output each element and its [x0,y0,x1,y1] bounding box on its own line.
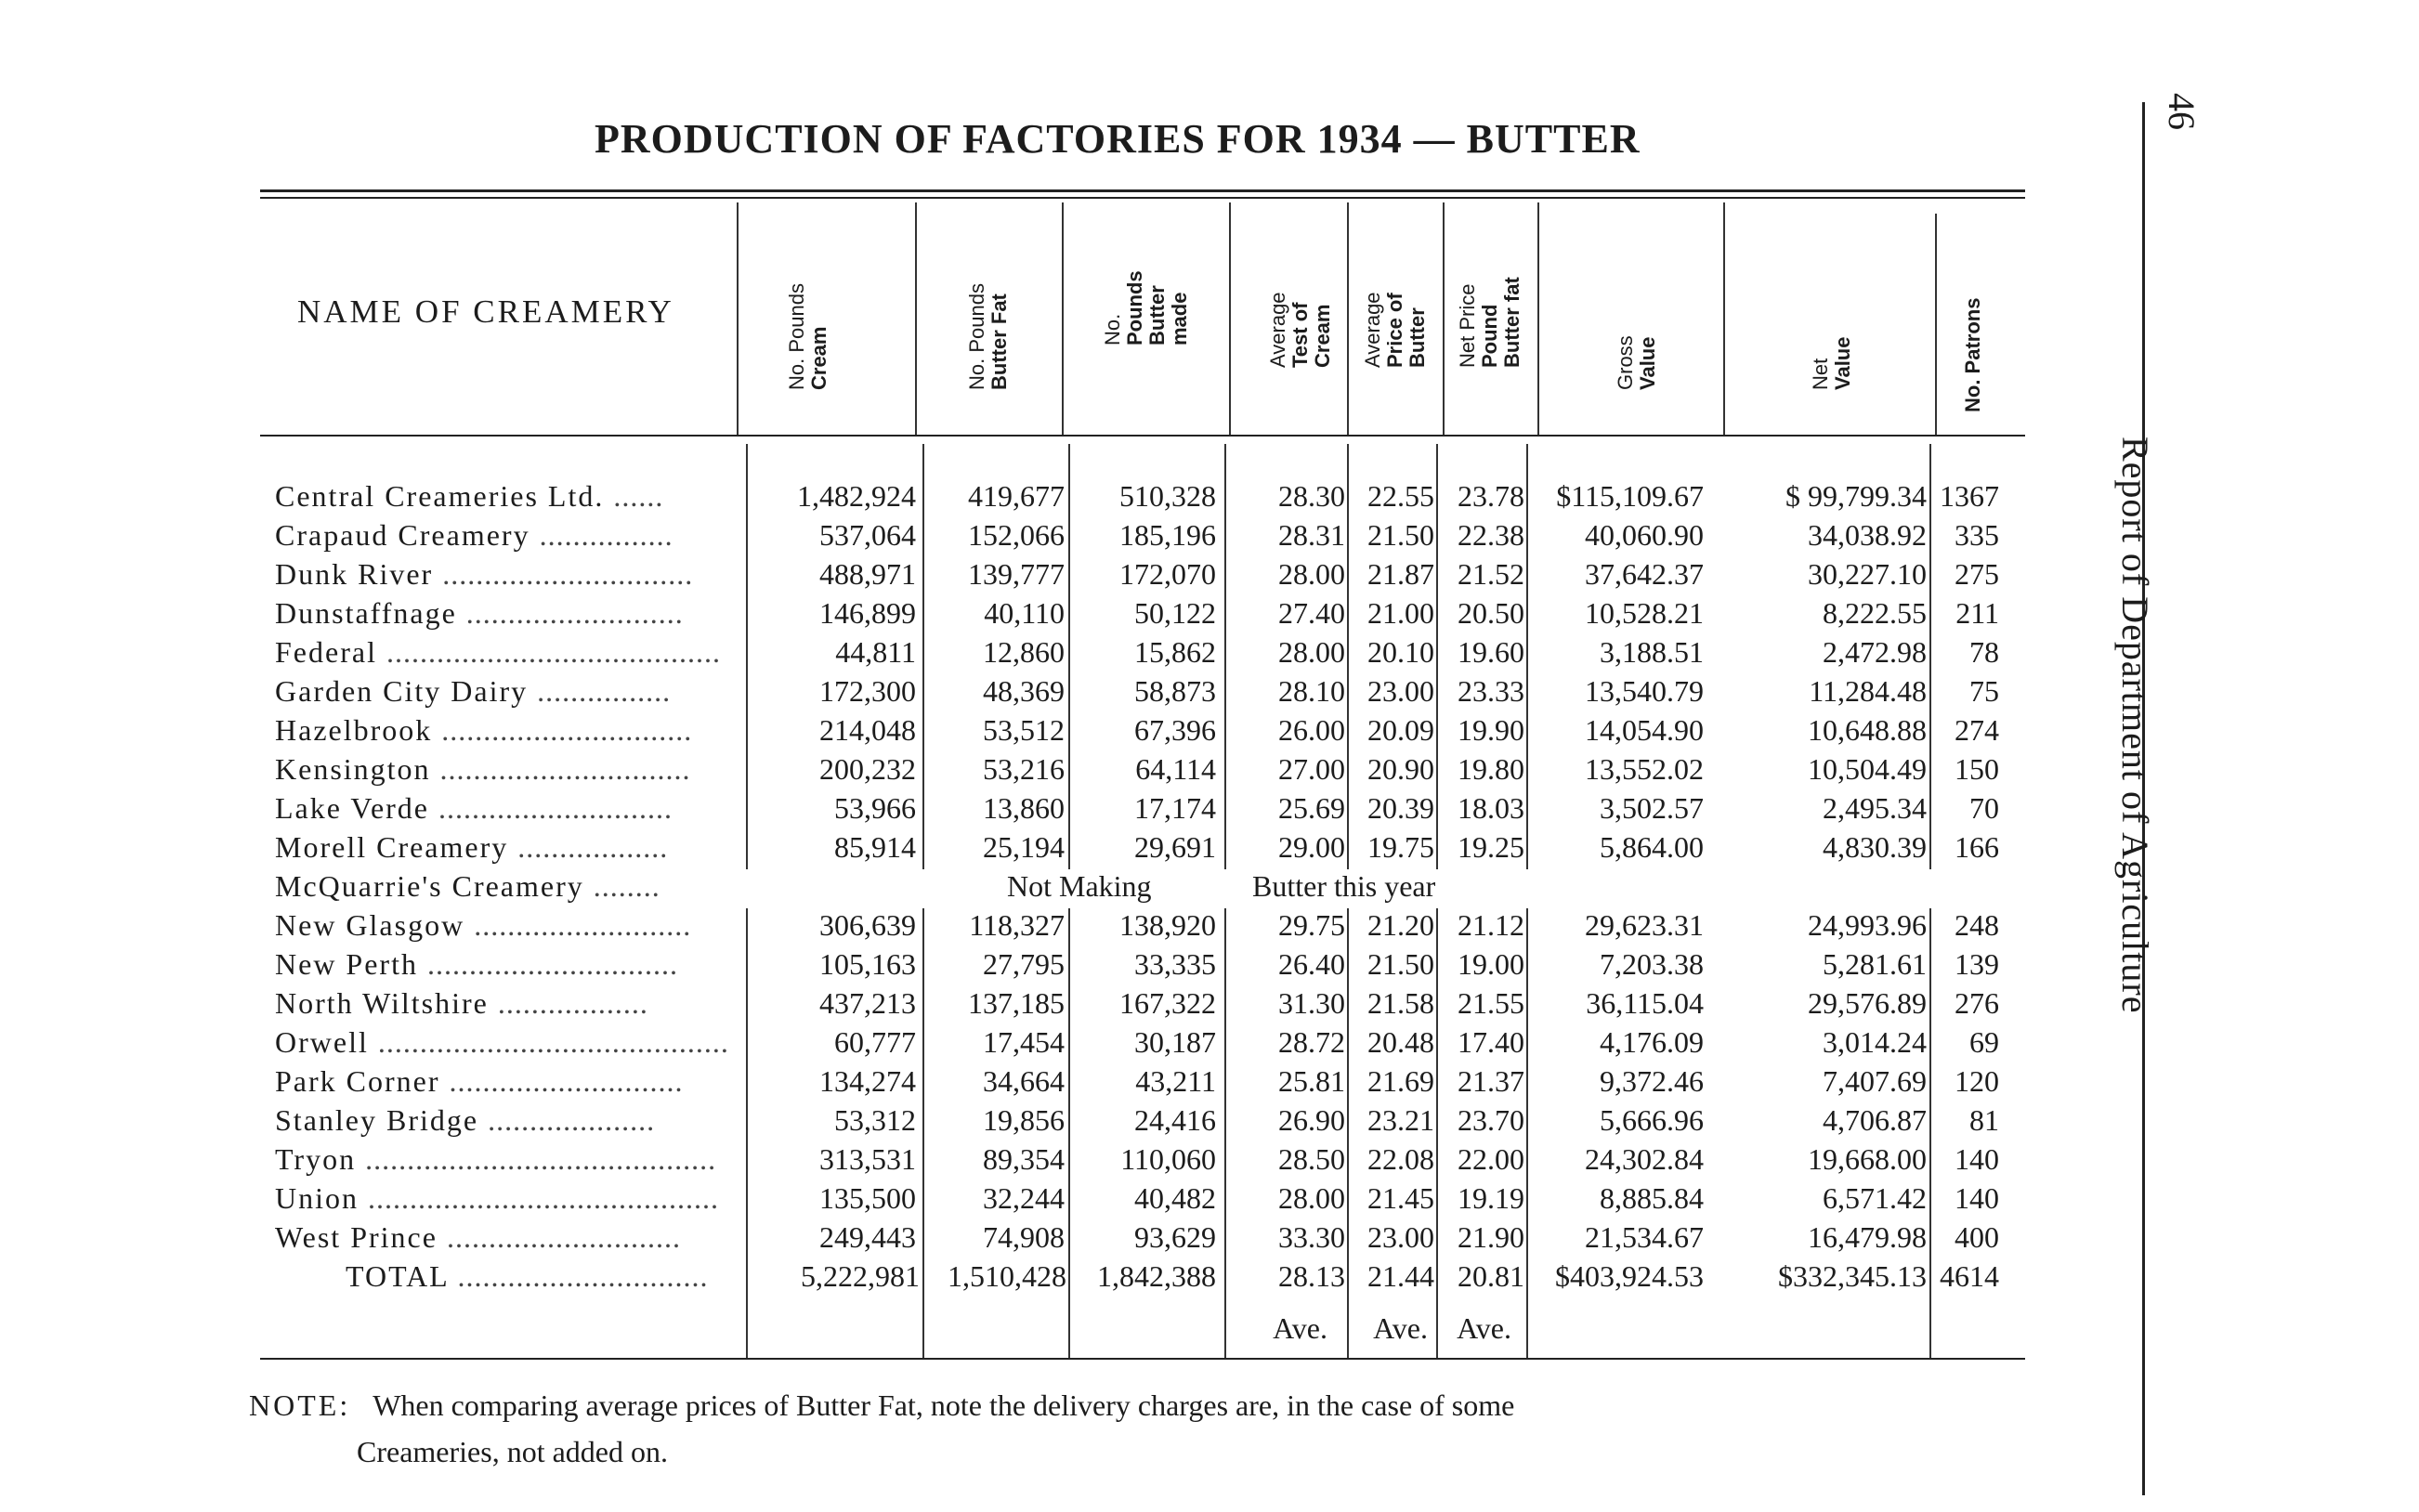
cell-gross-value: 29,623.31 [1585,908,1704,942]
creamery-name: Hazelbrook .............................. [275,713,693,747]
creamery-name: Federal ........................................ [275,635,721,669]
cell-patrons: 139 [1955,947,1999,981]
creamery-name: McQuarrie's Creamery ........ [275,869,660,903]
total-gross-value: $403,924.53 [1555,1259,1704,1293]
cell-net-value: 16,479.98 [1808,1220,1927,1254]
table-row [0,479,2419,518]
cell-average-test: 28.72 [1278,1025,1345,1059]
table-row [0,830,2419,869]
cell-net-price: 22.00 [1458,1142,1524,1176]
header-divider [1723,202,1725,435]
cell-butter-made: 58,873 [1134,674,1216,708]
cell-gross-value: 40,060.90 [1585,518,1704,552]
cell-average-test: 25.69 [1278,791,1345,825]
cell-average-price: 21.50 [1367,518,1434,552]
table-row [0,1220,2419,1259]
cell-average-price: 23.00 [1367,674,1434,708]
cell-patrons: 275 [1955,557,1999,591]
cell-average-test: 27.00 [1278,752,1345,786]
cell-butter-fat: 118,327 [969,908,1065,942]
cell-cream: 172,300 [819,674,916,708]
cell-net-price: 21.12 [1458,908,1524,942]
cell-average-test: 29.75 [1278,908,1345,942]
cell-average-test: 28.00 [1278,635,1345,669]
cell-butter-fat: 25,194 [983,830,1065,864]
cell-net-price: 19.90 [1458,713,1524,747]
cell-cream: 249,443 [819,1220,916,1254]
table-row [0,635,2419,674]
creamery-name: Orwell .......................................... [275,1025,729,1059]
header-divider [1537,202,1539,435]
cell-net-value: 3,014.24 [1823,1025,1927,1059]
cell-average-test: 26.40 [1278,947,1345,981]
butter-this-year-text: Butter this year [1249,869,1439,904]
cell-butter-made: 24,416 [1134,1103,1216,1137]
table-row [0,986,2419,1025]
cell-butter-fat: 40,110 [984,596,1065,630]
cell-butter-made: 172,070 [1119,557,1216,591]
cell-patrons: 70 [1969,791,1999,825]
cell-net-price: 21.37 [1458,1064,1524,1098]
cell-cream: 135,500 [819,1181,916,1215]
cell-gross-value: 36,115.04 [1586,986,1704,1020]
cell-butter-fat: 53,512 [983,713,1065,747]
table-row [0,518,2419,557]
cell-cream: 200,232 [819,752,916,786]
cell-cream: 437,213 [819,986,916,1020]
cell-butter-made: 185,196 [1119,518,1216,552]
cell-average-price: 20.48 [1367,1025,1434,1059]
header-divider [1443,202,1445,435]
cell-average-price: 21.58 [1367,986,1434,1020]
cell-gross-value: 14,054.90 [1585,713,1704,747]
cell-net-price: 23.33 [1458,674,1524,708]
cell-net-value: 4,706.87 [1823,1103,1927,1137]
ave-label: Ave. [1457,1311,1511,1345]
cell-patrons: 211 [1955,596,1999,630]
cell-butter-fat: 74,908 [983,1220,1065,1254]
cell-average-price: 21.20 [1367,908,1434,942]
creamery-name: Union .......................................... [275,1181,719,1215]
cell-net-price: 21.90 [1458,1220,1524,1254]
cell-net-price: 21.55 [1458,986,1524,1020]
cell-cream: 60,777 [834,1025,916,1059]
cell-butter-made: 138,920 [1119,908,1216,942]
bottom-rule [260,1358,2025,1360]
cell-average-price: 21.69 [1367,1064,1434,1098]
cell-patrons: 81 [1969,1103,1999,1137]
cell-net-price: 19.25 [1458,830,1524,864]
cell-butter-fat: 12,860 [983,635,1065,669]
creamery-name: Crapaud Creamery ................ [275,518,673,552]
cell-butter-made: 43,211 [1135,1064,1216,1098]
cell-net-value: 2,472.98 [1823,635,1927,669]
page-number: 46 [2161,93,2203,130]
footnote-line-2: Creameries, not added on. [357,1435,668,1468]
cell-butter-made: 33,335 [1134,947,1216,981]
cell-average-price: 21.50 [1367,947,1434,981]
header-divider [737,202,739,435]
cell-average-test: 33.30 [1278,1220,1345,1254]
creamery-name: New Glasgow .......................... [275,908,692,942]
cell-butter-fat: 32,244 [983,1181,1065,1215]
cell-net-price: 19.60 [1458,635,1524,669]
creamery-name: Dunk River .............................. [275,557,694,591]
cell-butter-fat: 137,185 [968,986,1065,1020]
cell-net-value: 10,648.88 [1808,713,1927,747]
cell-patrons: 140 [1955,1142,1999,1176]
table-row [0,1103,2419,1142]
cell-average-price: 22.08 [1367,1142,1434,1176]
cell-gross-value: 9,372.46 [1600,1064,1704,1098]
page-title: PRODUCTION OF FACTORIES FOR 1934 — BUTTER [595,116,1641,162]
cell-gross-value: 8,885.84 [1600,1181,1704,1215]
total-average-test: 28.13 [1278,1259,1345,1293]
cell-cream: 53,966 [834,791,916,825]
creamery-name: Garden City Dairy ................ [275,674,672,708]
cell-average-price: 19.75 [1367,830,1434,864]
cell-cream: 105,163 [819,947,916,981]
cell-cream: 85,914 [834,830,916,864]
table-row [0,1025,2419,1064]
cell-gross-value: 37,642.37 [1585,557,1704,591]
cell-butter-made: 15,862 [1134,635,1216,669]
cell-net-price: 18.03 [1458,791,1524,825]
cell-butter-fat: 53,216 [983,752,1065,786]
cell-butter-made: 67,396 [1134,713,1216,747]
cell-average-test: 26.00 [1278,713,1345,747]
footnote-label: NOTE: [249,1388,351,1422]
header-divider [915,202,917,435]
cell-butter-made: 167,322 [1119,986,1216,1020]
creamery-name: North Wiltshire .................. [275,986,648,1020]
cell-average-price: 20.09 [1367,713,1434,747]
table-row [0,1142,2419,1181]
cell-average-test: 28.50 [1278,1142,1345,1176]
cell-average-test: 25.81 [1278,1064,1345,1098]
table-row [0,1064,2419,1103]
cell-butter-made: 50,122 [1134,596,1216,630]
cell-patrons: 120 [1955,1064,1999,1098]
cell-patrons: 78 [1969,635,1999,669]
ave-label: Ave. [1273,1311,1327,1345]
cell-net-price: 23.78 [1458,479,1524,513]
cell-cream: 306,639 [819,908,916,942]
total-butter-made: 1,842,388 [1097,1259,1216,1293]
cell-gross-value: 7,203.38 [1600,947,1704,981]
creamery-name: Lake Verde ............................ [275,791,673,825]
table-row-average-labels [0,1311,2419,1350]
cell-net-value: 29,576.89 [1808,986,1927,1020]
cell-net-value: 34,038.92 [1808,518,1927,552]
cell-gross-value: 5,666.96 [1600,1103,1704,1137]
cell-net-value: 8,222.55 [1823,596,1927,630]
cell-gross-value: 5,864.00 [1600,830,1704,864]
header-divider [1347,202,1349,435]
cell-cream: 44,811 [835,635,916,669]
table-row [0,791,2419,830]
cell-net-value: 19,668.00 [1808,1142,1927,1176]
cell-butter-made: 510,328 [1119,479,1216,513]
cell-patrons: 1367 [1940,479,1999,513]
cell-average-test: 29.00 [1278,830,1345,864]
table-row [0,713,2419,752]
total-butter-fat: 1,510,428 [948,1259,1066,1293]
cell-net-value: 6,571.42 [1823,1181,1927,1215]
cell-net-value: 24,993.96 [1808,908,1927,942]
cell-average-price: 22.55 [1367,479,1434,513]
header-divider [1229,202,1231,435]
cell-net-price: 19.00 [1458,947,1524,981]
cell-average-test: 27.40 [1278,596,1345,630]
cell-patrons: 274 [1955,713,1999,747]
cell-butter-fat: 19,856 [983,1103,1065,1137]
creamery-name: New Perth .............................. [275,947,678,981]
table-row [0,674,2419,713]
cell-gross-value: 24,302.84 [1585,1142,1704,1176]
cell-cream: 313,531 [819,1142,916,1176]
cell-gross-value: 21,534.67 [1585,1220,1704,1254]
cell-average-price: 21.87 [1367,557,1434,591]
cell-butter-made: 17,174 [1134,791,1216,825]
cell-average-price: 23.00 [1367,1220,1434,1254]
cell-butter-fat: 27,795 [983,947,1065,981]
table-row [0,557,2419,596]
cell-average-test: 26.90 [1278,1103,1345,1137]
cell-gross-value: $115,109.67 [1556,479,1704,513]
cell-butter-fat: 48,369 [983,674,1065,708]
creamery-name: Park Corner ............................ [275,1064,684,1098]
cell-average-price: 20.10 [1367,635,1434,669]
cell-butter-made: 40,482 [1134,1181,1216,1215]
total-patrons: 4614 [1940,1259,1999,1293]
cell-butter-made: 64,114 [1135,752,1216,786]
table-row [0,908,2419,947]
cell-average-price: 23.21 [1367,1103,1434,1137]
footnote-line-1: When comparing average prices of Butter Fat, note the delivery charges are, in the case of some [373,1388,1515,1422]
table-row [0,1181,2419,1220]
creamery-name: Tryon .......................................... [275,1142,717,1176]
cell-net-price: 23.70 [1458,1103,1524,1137]
cell-net-value: 30,227.10 [1808,557,1927,591]
creamery-name: Dunstaffnage .......................... [275,596,684,630]
cell-cream: 537,064 [819,518,916,552]
cell-gross-value: 13,540.79 [1585,674,1704,708]
running-title: Report of Department of Agriculture [2114,437,2156,1014]
cell-patrons: 75 [1969,674,1999,708]
header-divider [1935,214,1937,435]
not-making-text: Not Making [1003,869,1156,904]
cell-net-value: 11,284.48 [1809,674,1927,708]
cell-average-price: 21.00 [1367,596,1434,630]
cell-net-value: 7,407.69 [1823,1064,1927,1098]
total-net-value: $332,345.13 [1778,1259,1927,1293]
cell-gross-value: 13,552.02 [1585,752,1704,786]
cell-cream: 214,048 [819,713,916,747]
total-label: TOTAL .............................. [346,1259,709,1293]
table-row-total [0,1259,2419,1298]
top-rule-thin [260,197,2025,199]
cell-gross-value: 10,528.21 [1585,596,1704,630]
table-row [0,752,2419,791]
cell-patrons: 166 [1955,830,1999,864]
cell-average-test: 28.30 [1278,479,1345,513]
cell-butter-made: 30,187 [1134,1025,1216,1059]
top-rule-thick [260,189,2025,192]
table-row-not-making [0,869,2419,908]
cell-butter-fat: 34,664 [983,1064,1065,1098]
cell-butter-fat: 152,066 [968,518,1065,552]
cell-average-test: 31.30 [1278,986,1345,1020]
creamery-name: Stanley Bridge .................... [275,1103,656,1137]
cell-butter-fat: 419,677 [968,479,1065,513]
cell-patrons: 248 [1955,908,1999,942]
cell-average-price: 20.39 [1367,791,1434,825]
cell-net-price: 19.19 [1458,1181,1524,1215]
cell-net-value: $ 99,799.34 [1785,479,1927,513]
cell-butter-fat: 13,860 [983,791,1065,825]
creamery-name: West Prince ............................ [275,1220,681,1254]
cell-butter-made: 29,691 [1134,830,1216,864]
cell-net-price: 17.40 [1458,1025,1524,1059]
cell-patrons: 150 [1955,752,1999,786]
creamery-name: Central Creameries Ltd. ...... [275,479,664,513]
cell-gross-value: 3,502.57 [1600,791,1704,825]
cell-butter-made: 110,060 [1120,1142,1216,1176]
creamery-name: Morell Creamery .................. [275,830,669,864]
header-rule [260,435,2025,437]
cell-net-value: 4,830.39 [1823,830,1927,864]
footnote [249,1382,2033,1475]
cell-net-price: 19.80 [1458,752,1524,786]
header-divider [1062,202,1064,435]
table-row [0,596,2419,635]
cell-average-test: 28.00 [1278,557,1345,591]
cell-average-test: 28.10 [1278,674,1345,708]
cell-net-value: 10,504.49 [1808,752,1927,786]
cell-average-price: 20.90 [1367,752,1434,786]
total-cream: 5,222,981 [801,1259,920,1293]
cell-average-test: 28.31 [1278,518,1345,552]
cell-average-test: 28.00 [1278,1181,1345,1215]
cell-butter-fat: 89,354 [983,1142,1065,1176]
cell-patrons: 140 [1955,1181,1999,1215]
total-average-price: 21.44 [1367,1259,1434,1293]
cell-net-price: 22.38 [1458,518,1524,552]
total-net-price: 20.81 [1458,1259,1524,1293]
cell-butter-made: 93,629 [1134,1220,1216,1254]
cell-butter-fat: 139,777 [968,557,1065,591]
cell-net-price: 21.52 [1458,557,1524,591]
cell-patrons: 400 [1955,1220,1999,1254]
cell-gross-value: 4,176.09 [1600,1025,1704,1059]
header-name-of-creamery: NAME OF CREAMERY [297,293,674,330]
cell-net-value: 5,281.61 [1823,947,1927,981]
cell-butter-fat: 17,454 [983,1025,1065,1059]
cell-net-value: 2,495.34 [1823,791,1927,825]
cell-cream: 1,482,924 [797,479,916,513]
cell-patrons: 335 [1955,518,1999,552]
creamery-name: Kensington .............................. [275,752,691,786]
cell-net-price: 20.50 [1458,596,1524,630]
ave-label: Ave. [1373,1311,1428,1345]
cell-gross-value: 3,188.51 [1600,635,1704,669]
cell-average-price: 21.45 [1367,1181,1434,1215]
cell-cream: 53,312 [834,1103,916,1137]
cell-cream: 134,274 [819,1064,916,1098]
cell-cream: 488,971 [819,557,916,591]
table-row [0,947,2419,986]
cell-patrons: 69 [1969,1025,1999,1059]
cell-patrons: 276 [1955,986,1999,1020]
cell-cream: 146,899 [819,596,916,630]
